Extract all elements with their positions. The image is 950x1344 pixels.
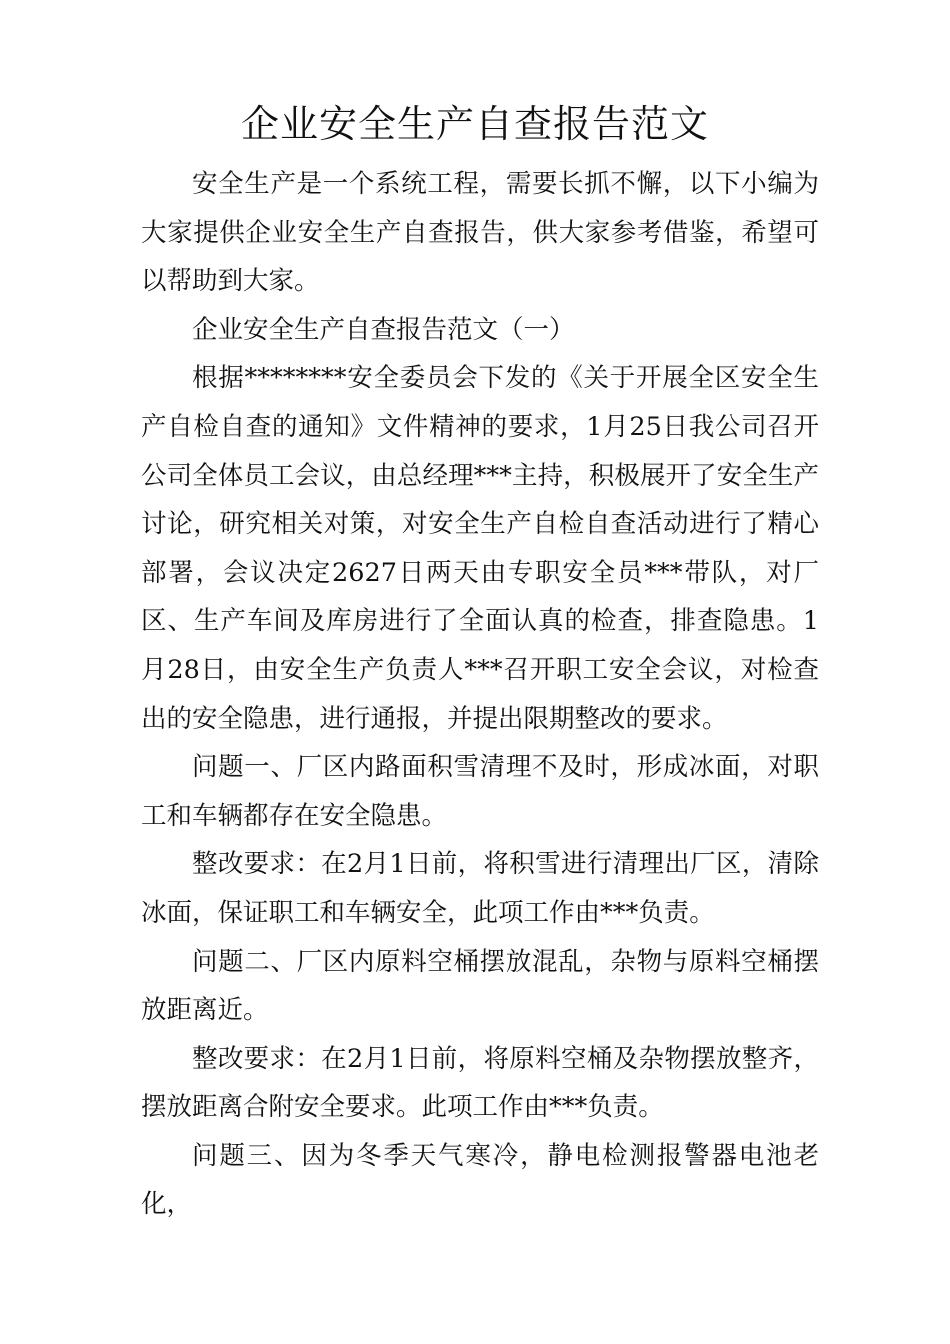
section-heading: 企业安全生产自查报告范文（一） [192,314,575,345]
document-title: 企业安全生产自查报告范文 [240,102,709,146]
background-paragraph: 根据********安全委员会下发的《关于开展全区安全生产自检自查的通知》文件精神的要求，1月25日我公司召开公司全体员工会议，由总经理***主持，积极展开了安全生产讨论，研究相关对策，对安全生产自检自查活动进行了精心部署，会议决定2627日两天由专职安全员***带队，对厂区、生产车间及库房进行了全面认真的检查，排查隐患。1月28日，由安全生产负责人***召开职工安全会议，对检查出的安全隐患，进行通报，并提出限期整改的要求。 [141,363,819,734]
intro-paragraph: 安全生产是一个系统工程，需要长抓不懈，以下小编为大家提供企业安全生产自查报告，供大家参考借鉴，希望可以帮助到大家。 [141,169,819,297]
document-body [141,160,819,1229]
rectification-one-paragraph: 整改要求：在2月1日前，将积雪进行清理出厂区，清除冰面，保证职工和车辆安全，此项工作由***负责。 [141,849,819,928]
problem-one-paragraph: 问题一、厂区内路面积雪清理不及时，形成冰面，对职工和车辆都存在安全隐患。 [141,752,819,831]
problem-three-paragraph: 问题三、因为冬季天气寒冷，静电检测报警器电池老化， [141,1140,819,1220]
rectification-two-paragraph: 整改要求：在2月1日前，将原料空桶及杂物摆放整齐，摆放距离合附安全要求。此项工作由***负责。 [141,1043,819,1123]
problem-two-paragraph: 问题二、厂区内原料空桶摆放混乱，杂物与原料空桶摆放距离近。 [141,946,819,1026]
